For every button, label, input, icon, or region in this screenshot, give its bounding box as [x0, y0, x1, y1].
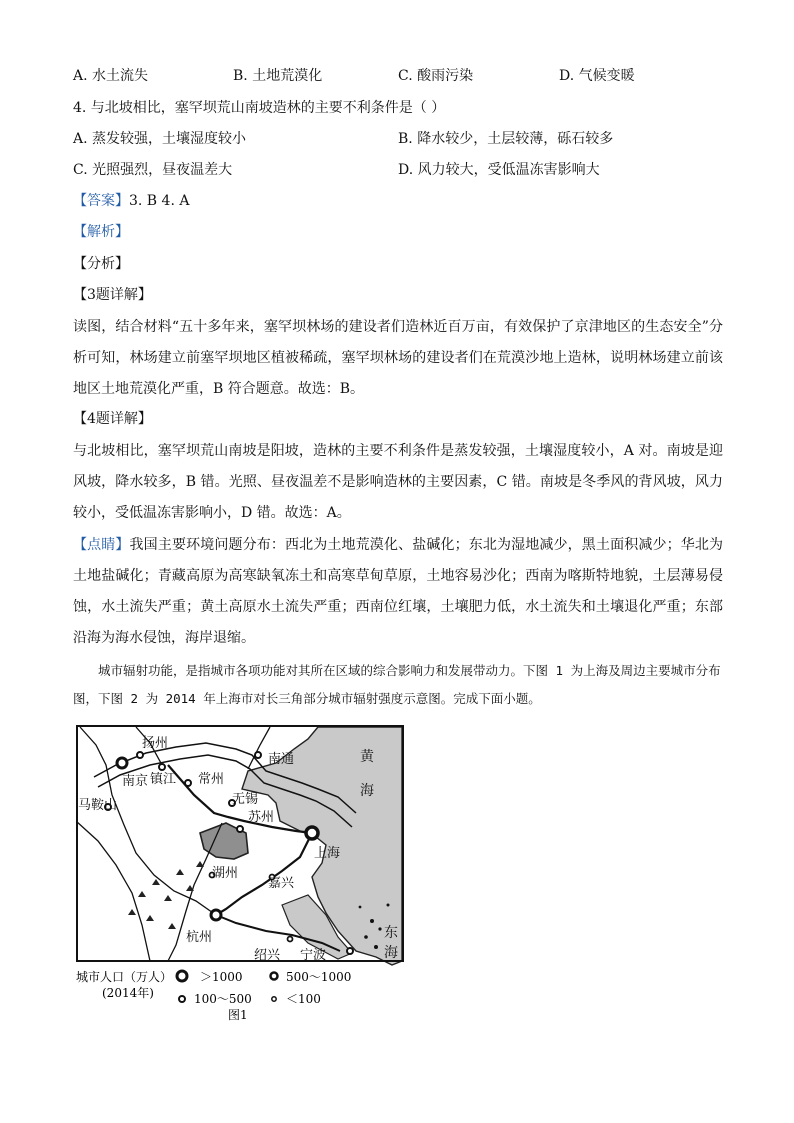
- label-shanghai: 上海: [314, 846, 341, 861]
- provincial-boundary-west: [80, 727, 216, 915]
- q3-detail-label: 【3题详解】: [73, 287, 152, 303]
- legend-symbol-2: [271, 973, 278, 980]
- label-nanjing: 南京: [122, 774, 149, 789]
- dianjing-text: 我国主要环境问题分布：西北为土地荒漠化、盐碱化；东北为湿地减少，黑土面积减少；华北为土地盐碱化；青藏高原为高寒缺氧冻土和高寒草甸草原，土地容易沙化；西南为喀斯特地貌，土层薄易侵蚀，水土流失严重；黄土高原水土流失严重；西南位红壤，土壤肥力低，水土流失和土壤退化严重；东部沿海为海水侵蚀，海岸退缩。: [73, 537, 724, 646]
- legend-year: (2014年): [102, 986, 154, 1000]
- label-yangzhou: 扬州: [142, 736, 169, 751]
- label-shaoxing: 绍兴: [254, 948, 281, 963]
- marker-suzhou: [237, 826, 243, 832]
- label-ningbo: 宁波: [300, 948, 327, 963]
- marker-shaoxing: [288, 937, 293, 942]
- legend-symbol-4: [272, 997, 276, 1001]
- label-sea-dong: 东: [384, 925, 398, 941]
- q4-detail-label: 【4题详解】: [73, 411, 152, 427]
- label-suzhou: 苏州: [248, 810, 275, 825]
- legend-label-1: ＞1000: [200, 970, 243, 984]
- legend-title: 城市人口（万人）: [76, 970, 173, 984]
- answer-label: 【答案】: [73, 193, 129, 209]
- legend-label-2: 500～1000: [286, 970, 352, 984]
- answer-text: 3. B 4. A: [129, 193, 190, 209]
- marker-zhenjiang: [159, 764, 165, 770]
- label-huzhou: 湖州: [212, 866, 239, 881]
- q3-detail-text: 读图，结合材料“五十多年来，塞罕坝林场的建设者们造林近百万亩，有效保护了京津地区的生态安全”分析可知，林场建立前塞罕坝地区植被稀疏，塞罕坝林场的建设者们在荒漠沙地上造林，说明林场建立前该地区土地荒漠化严重，B 符合题意。故选：B。: [73, 319, 723, 397]
- figure-caption: 图1: [228, 1008, 248, 1022]
- legend-symbol-3: [179, 996, 185, 1002]
- q3-option-b: B. 土地荒漠化: [233, 68, 323, 84]
- label-zhenjiang: 镇江: [150, 772, 177, 787]
- q4-option-a: A. 蒸发较强，土壤湿度较小: [73, 131, 247, 147]
- label-sea-hai-2: 海: [384, 945, 398, 961]
- marker-nantong: [255, 752, 261, 758]
- marker-changzhou: [185, 780, 191, 786]
- legend-label-4: ＜100: [286, 992, 321, 1006]
- marker-yangzhou: [137, 752, 143, 758]
- marker-shanghai: [306, 827, 318, 839]
- label-wuxi: 无锡: [232, 792, 259, 807]
- marker-ningbo: [347, 948, 353, 954]
- city-distribution-map: [76, 725, 406, 1025]
- label-hangzhou: 杭州: [186, 930, 213, 945]
- q4-option-c: C. 光照强烈，昼夜温差大: [73, 162, 233, 178]
- q3-option-a: A. 水土流失: [73, 68, 149, 84]
- legend-label-3: 100～500: [194, 992, 252, 1006]
- q4-option-d: D. 风力较大，受低温冻害影响大: [398, 162, 600, 178]
- q3-option-c: C. 酸雨污染: [398, 68, 474, 84]
- label-jiaxing: 嘉兴: [268, 876, 295, 891]
- legend-symbol-1: [177, 971, 187, 981]
- label-maanshan: 马鞍山: [78, 798, 118, 813]
- answer-line: [73, 191, 189, 211]
- dianjing-paragraph: [73, 530, 723, 654]
- q4-detail-text: 与北坡相比，塞罕坝荒山南坡是阳坡，造林的主要不利条件是蒸发较强，土壤湿度较小，A 对。南坡是迎风坡，降水较多，B 错。光照、昼夜温差不是影响造林的主要因素，C 错。南坡是冬季风的背风坡，风力较小，受低温冻害影响小，D 错。故选：A。: [73, 443, 723, 521]
- q3-option-d: D. 气候变暖: [559, 68, 635, 84]
- label-nantong: 南通: [268, 752, 295, 767]
- dianjing-label: 【点睛】: [73, 537, 130, 553]
- boundary-southwest: [76, 821, 150, 961]
- label-sea-huang: 黄: [360, 749, 374, 765]
- question-intro: 城市辐射功能，是指城市各项功能对其所在区域的综合影响力和发展带动力。下图 1 为上海及周边主要城市分布图，下图 2 为 2014 年上海市对长三角部分城市辐射强度示意图。完成下面小题。: [73, 663, 721, 706]
- q4-stem: 4. 与北坡相比，塞罕坝荒山南坡造林的主要不利条件是（ ）: [73, 100, 446, 116]
- marker-hangzhou: [211, 910, 221, 920]
- q4-option-b: B. 降水较少，土层较薄，砾石较多: [398, 131, 614, 147]
- label-sea-hai-1: 海: [360, 783, 374, 799]
- fenxi-label: 【分析】: [73, 256, 129, 272]
- marker-nanjing: [117, 758, 127, 768]
- jiexi-label: 【解析】: [73, 224, 129, 240]
- label-changzhou: 常州: [198, 772, 225, 787]
